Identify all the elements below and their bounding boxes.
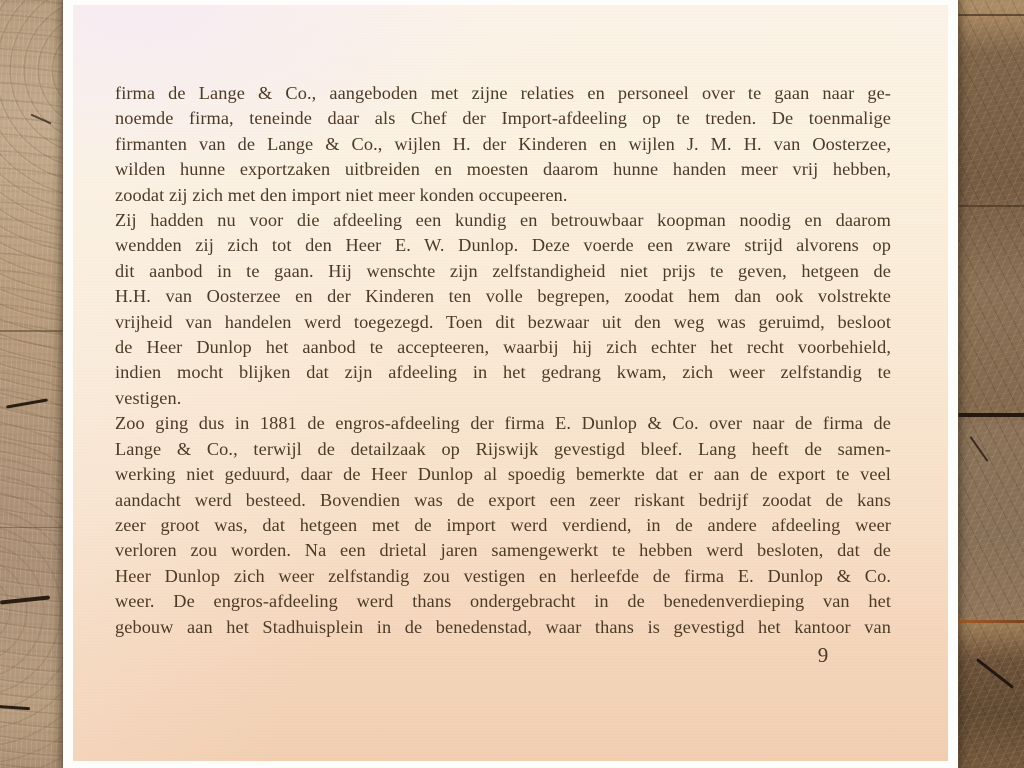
wood-plank-seam bbox=[958, 620, 1024, 623]
wood-plank-seam bbox=[958, 205, 1024, 207]
text-line: vestigen. bbox=[115, 387, 182, 408]
paragraph bbox=[115, 81, 891, 208]
wood-crack bbox=[6, 398, 48, 408]
wood-scratch bbox=[970, 436, 989, 462]
text-line: Lange & Co., terwijl de detailzaak op Rijswijk gevestigd bleef. Lang heeft de samen- bbox=[115, 438, 891, 459]
wood-crack bbox=[0, 595, 50, 604]
text-line: weer. De engros-afdeeling werd thans ondergebracht in de benedenverdieping van het bbox=[115, 591, 891, 612]
text-line: wilden hunne exportzaken uitbreiden en moesten daarom hunne handen meer vrij hebben, bbox=[115, 159, 891, 180]
text-line: Zoo ging dus in 1881 de engros-afdeeling der firma E. Dunlop & Co. over naar de firma de bbox=[115, 413, 891, 434]
text-line: vrijheid van handelen werd toegezegd. Toen dit bezwaar uit den weg was geruimd, besloot bbox=[115, 311, 891, 332]
text-line: werking niet geduurd, daar de Heer Dunlop al spoedig bemerkte dat er aan de export te veel bbox=[115, 464, 891, 485]
page-text bbox=[115, 81, 891, 640]
text-line: firma de Lange & Co., aangeboden met zijne relaties en personeel over te gaan naar ge- bbox=[115, 83, 891, 103]
text-line: wendden zij zich tot den Heer E. W. Dunlop. Deze voerde een zware strijd alvorens op bbox=[115, 235, 891, 256]
text-line: Zij hadden nu voor die afdeeling een kundig en betrouwbaar koopman noodig en daarom bbox=[115, 210, 891, 231]
text-line: noemde firma, teneinde daar als Chef der Import-afdeeling op te treden. De toenmalige bbox=[115, 108, 891, 129]
text-line: zoodat zij zich met den import niet meer konden occupeeren. bbox=[115, 184, 568, 205]
wood-table-right bbox=[958, 0, 1024, 768]
wood-crack bbox=[31, 114, 52, 125]
text-line: Heer Dunlop zich weer zelfstandig zou vestigen en herleefde de firma E. Dunlop & Co. bbox=[115, 565, 891, 586]
text-line: firmanten van de Lange & Co., wijlen H. der Kinderen en wijlen J. M. H. van Oosterzee, bbox=[115, 133, 891, 154]
text-line: verloren zou worden. Na een drietal jaren samengewerkt te hebben werd besloten, dat de bbox=[115, 540, 891, 561]
wood-plank-seam bbox=[0, 330, 63, 332]
page-number: 9 bbox=[817, 643, 829, 667]
text-line: indien mocht blijken dat zijn afdeeling in het gedrang kwam, zich weer zelfstandig te bbox=[115, 362, 891, 383]
text-line: aandacht werd besteed. Bovendien was de export een zeer riskant bedrijf zoodat de kans bbox=[115, 489, 891, 510]
text-line: gebouw aan het Stadhuisplein in de benedenstad, waar thans is gevestigd het kantoor van bbox=[115, 616, 891, 637]
wood-table-left bbox=[0, 0, 63, 768]
paragraph bbox=[115, 208, 891, 411]
paragraph bbox=[115, 411, 891, 640]
wood-scratch bbox=[976, 658, 1014, 689]
book-page bbox=[73, 5, 948, 761]
photo-frame bbox=[63, 0, 958, 768]
text-line: zeer groot was, dat hetgeen met de import werd verdiend, in de andere afdeeling weer bbox=[115, 514, 891, 535]
wood-crack bbox=[0, 705, 30, 710]
text-line: H.H. van Oosterzee en der Kinderen ten volle begrepen, zoodat hem dan ook volstrekte bbox=[115, 286, 891, 307]
wood-plank-seam bbox=[958, 14, 1024, 16]
wood-plank-seam bbox=[958, 413, 1024, 417]
text-line: dit aanbod in te gaan. Hij wenschte zijn zelfstandigheid niet prijs te geven, hetgeen de bbox=[115, 260, 891, 281]
wood-plank-seam bbox=[0, 527, 63, 528]
text-line: de Heer Dunlop het aanbod te accepteeren, waarbij hij zich echter het recht voorbehield, bbox=[115, 337, 891, 358]
